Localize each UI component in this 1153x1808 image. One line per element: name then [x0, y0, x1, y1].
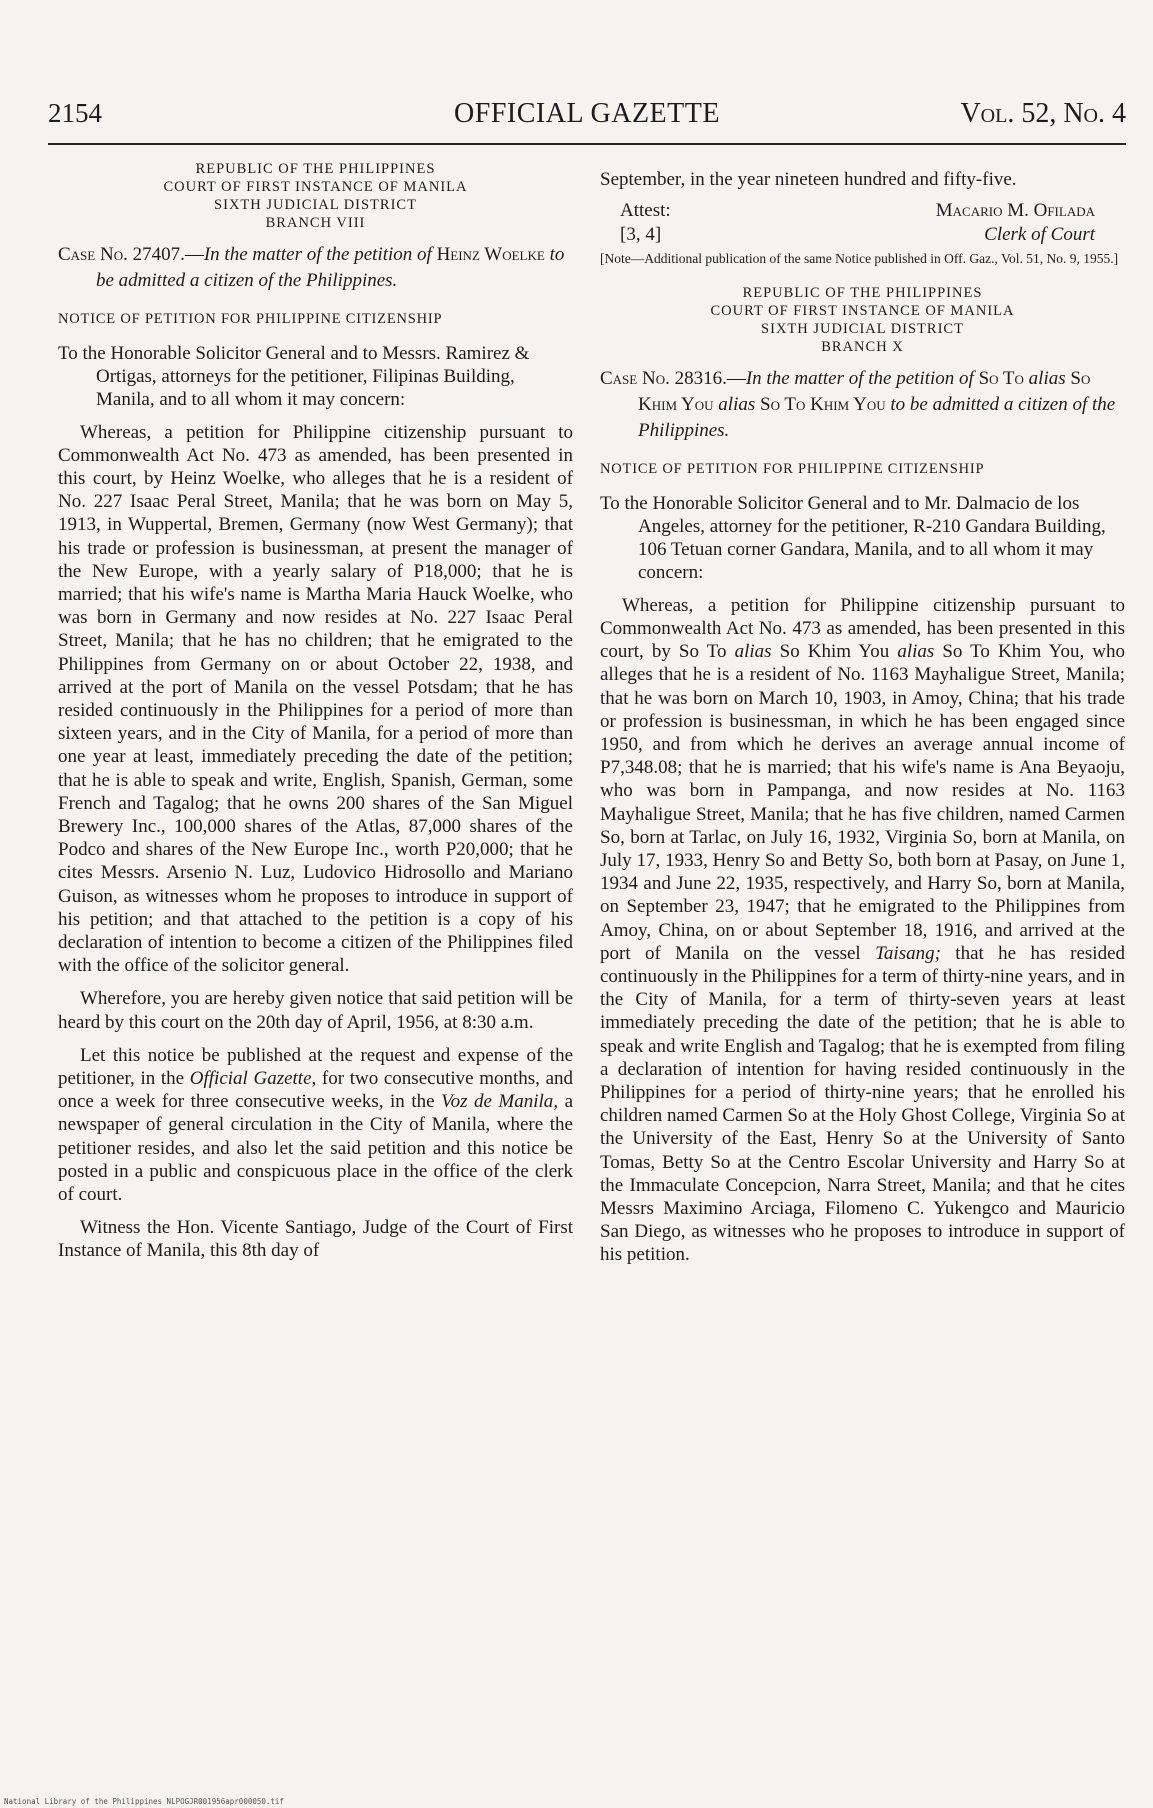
text-run: Voz de Manila — [441, 1091, 554, 1113]
petitioner-name: Heinz Woelke — [436, 244, 545, 265]
court-line: REPUBLIC OF THE PHILIPPINES — [742, 285, 983, 302]
case-caption: Case No. 28316.—In the matter of the petition of So To alias So Khim You alias So To Khim You to be admitted a citizen of the Philippines. — [600, 368, 1116, 442]
alias-text: alias — [1028, 368, 1066, 390]
petition-paragraph: Whereas, a petition for Philippine citizenship pursuant to Commonwealth Act No. 473 as amended, has been presented in this court, by Heinz Woelke, who alleges that he is a resident of No. 227 Isaac Peral Street, Manila; that he was born on May 5, 1913, in Wuppertal, Bremen, Germany (now West Germany); that his trade or profession is businessman, at present the manager of the New Europe, with a yearly salary of P18,000; that he is married; that his wife's name is Martha Maria Hauck Woelke, who was born in Germany and now resides at No. 227 Isaac Peral Street, Manila; that he has no children; that he emigrated to the Philippines from Germany on or about October 22, 1938, and arrived at the port of Manila on the vessel Potsdam; that he has resided continuously in the Philippines for a period of more than sixteen years, and in the City of Manila, for a period of more than one year at least, immediately preceding the date of the petition; that he is able to speak and write, English, Spanish, German, some French and Tagalog; that he owns 200 shares of the San Miguel Brewery Inc., 100,000 shares of the Atlas, 87,000 shares of the Podco and shares of the New Europe Inc., worth P20,000; that he cites Messrs. Arsenio N. Luz, Ludovico Hidrosollo and Mariano Guison, as witnesses whom he proposes to introduce in support of his petition; and that attached to the petition is a copy of his declaration of intention to become a citizen of the Philippines filed with the office of the solicitor general. — [58, 421, 573, 977]
text-run: Let this notice be published at the request and expense of the petitioner, in the — [58, 1044, 573, 1089]
petition-paragraph — [600, 594, 1125, 1267]
addressee-paragraph: To the Honorable Solicitor General and to Mr. Dalmacio de los Angeles, attorney for the petitioner, R-210 Gandara Building, 106 Tetuan corner Gandara, Manila, and to all whom it may concern: — [600, 492, 1106, 583]
case-number: Case No. 28316. — [600, 368, 727, 390]
attest-block — [600, 199, 1125, 247]
addressee-paragraph: To the Honorable Solicitor General and to Messrs. Ramirez & Ortigas, attorneys for the petitioner, Filipinas Building, Manila, and to all whom it may concern: — [58, 342, 530, 410]
court-line: COURT OF FIRST INSTANCE OF MANILA — [710, 303, 1015, 320]
alias-text: alias — [718, 394, 756, 416]
left-column — [58, 160, 573, 1263]
petitioner-name: So Khim You — [638, 368, 1091, 416]
case-text: In the matter of the petition of — [745, 368, 974, 390]
text-run: Official Gazette — [189, 1067, 312, 1089]
petitioner-name: So To Khim You — [760, 394, 886, 416]
publication-note: [Note—Additional publication of the same Notice published in Off. Gaz., Vol. 51, No. 9, 1955.] — [600, 251, 1119, 267]
notice-title: NOTICE OF PETITION FOR PHILIPPINE CITIZENSHIP — [600, 461, 985, 478]
header-rule — [48, 143, 1126, 145]
court-line: BRANCH X — [821, 339, 904, 356]
witness-paragraph: Witness the Hon. Vicente Santiago, Judge of the Court of First Instance of Manila, this 8th day of — [58, 1217, 573, 1262]
publication-paragraph — [58, 1044, 573, 1206]
text-run: Whereas, a petition for Philippine citizenship pursuant to Commonwealth Act No. 473 as amended, has been presented in this court, by So To — [600, 594, 1125, 663]
court-line: COURT OF FIRST INSTANCE OF MANILA — [163, 179, 468, 195]
case-text: In the matter of the petition of — [203, 244, 432, 265]
text-run: So Khim You — [779, 641, 890, 663]
case-caption: Case No. 27407.—In the matter of the petition of Heinz Woelke to be admitted a citizen of the Philippines. — [58, 244, 565, 291]
attest-label: Attest: — [620, 200, 671, 222]
alias-text: alias — [897, 641, 935, 663]
petitioner-name: So To — [978, 368, 1024, 390]
right-column — [600, 168, 1125, 1267]
clerk-role: Clerk of Court — [984, 224, 1095, 246]
scan-footer: National Library of the Philippines NLPOGJR001956apr000050.tif — [4, 1797, 284, 1806]
alias-text: alias — [734, 641, 772, 663]
court-line: BRANCH VIII — [265, 215, 366, 231]
page-number: 2154 — [48, 98, 102, 128]
clerk-name: Macario M. Ofilada — [935, 200, 1095, 222]
case-number: Case No. 27407. — [58, 244, 185, 265]
notice-title: NOTICE OF PETITION FOR PHILIPPINE CITIZENSHIP — [58, 311, 443, 327]
court-line: SIXTH JUDICIAL DISTRICT — [214, 197, 417, 213]
text-run: , for two consecutive months, and once a week for three consecutive weeks, in the — [58, 1067, 574, 1113]
case-text: to be admitted a citizen of the Philippines. — [96, 244, 565, 291]
text-run: that he has resided continuously in the Philippines for a term of thirty-nine years, and in the City of Manila, for a term of thirty-seven years at least immediately preceding the date of the petition; that he is able to speak and write English and Tagalog; that he is exempted from filing a declaration of intention for having resided continuously in the Philippines for a period of thirty-nine years; that he enrolled his children named Carmen So at the Holy Ghost College, Virginia So at the University of the East, Henry So at the University of Santo Tomas, Betty So at the Centro Escolar University and Harry So at the Immaculate Concepcion, Narra Street, Manila; and that he cites Messrs Maximino Arciaga, Filomeno C. Yukengco and Mauricio San Diego, as witnesses who he proposes to introduce in support of his petition. — [600, 942, 1126, 1266]
hearing-paragraph: Wherefore, you are hereby given notice that said petition will be heard by this court on the 20th day of April, 1956, at 8:30 a.m. — [58, 988, 573, 1033]
vessel-name: Taisang; — [875, 942, 941, 964]
court-heading — [58, 160, 573, 232]
court-line: SIXTH JUDICIAL DISTRICT — [761, 321, 964, 338]
page-header — [48, 98, 1126, 134]
attest-reference: [3, 4] — [620, 224, 662, 246]
text-run: So To Khim You, who alleges that he is a resident of No. 1163 Mayhaligue Street, Manila; that he was born on March 10, 1903, in Amoy, China; that his trade or profession is businessman, in which he has been engaged since 1950, and from which he derives an average annual income of P7,348.08; that he is married; that his wife's name is Ana Beyaoju, who was born in Pampanga, and now resides at No. 1163 Mayhaligue Street, Manila; that he has five children, named Carmen So, born at Tarlac, on July 16, 1932, Virginia So, born at Manila, on July 17, 1933, Henry So and Betty So, both born at Pasay, on June 1, 1934 and June 22, 1935, respectively, and Harry So, born at Manila, on September 23, 1947; that he emigrated to the Philippines from Amoy, China, on or about September 18, 1916, and arrived at the port of Manila on the vessel — [600, 641, 1126, 964]
court-line: REPUBLIC OF THE PHILIPPINES — [195, 161, 436, 177]
court-heading — [600, 284, 1125, 356]
volume-number: Vol. 52, No. 4 — [960, 98, 1126, 129]
publication-title: OFFICIAL GAZETTE — [454, 98, 720, 129]
continuation-paragraph: September, in the year nineteen hundred and fifty-five. — [600, 169, 1017, 190]
text-run: , a newspaper of general circulation in the City of Manila, where the petitioner resides, and also let the said petition and this notice be posted in a public and conspicuous place in the office of the clerk of court. — [58, 1091, 574, 1205]
case-text: to be admitted a citizen of the Philippines. — [638, 394, 1116, 442]
